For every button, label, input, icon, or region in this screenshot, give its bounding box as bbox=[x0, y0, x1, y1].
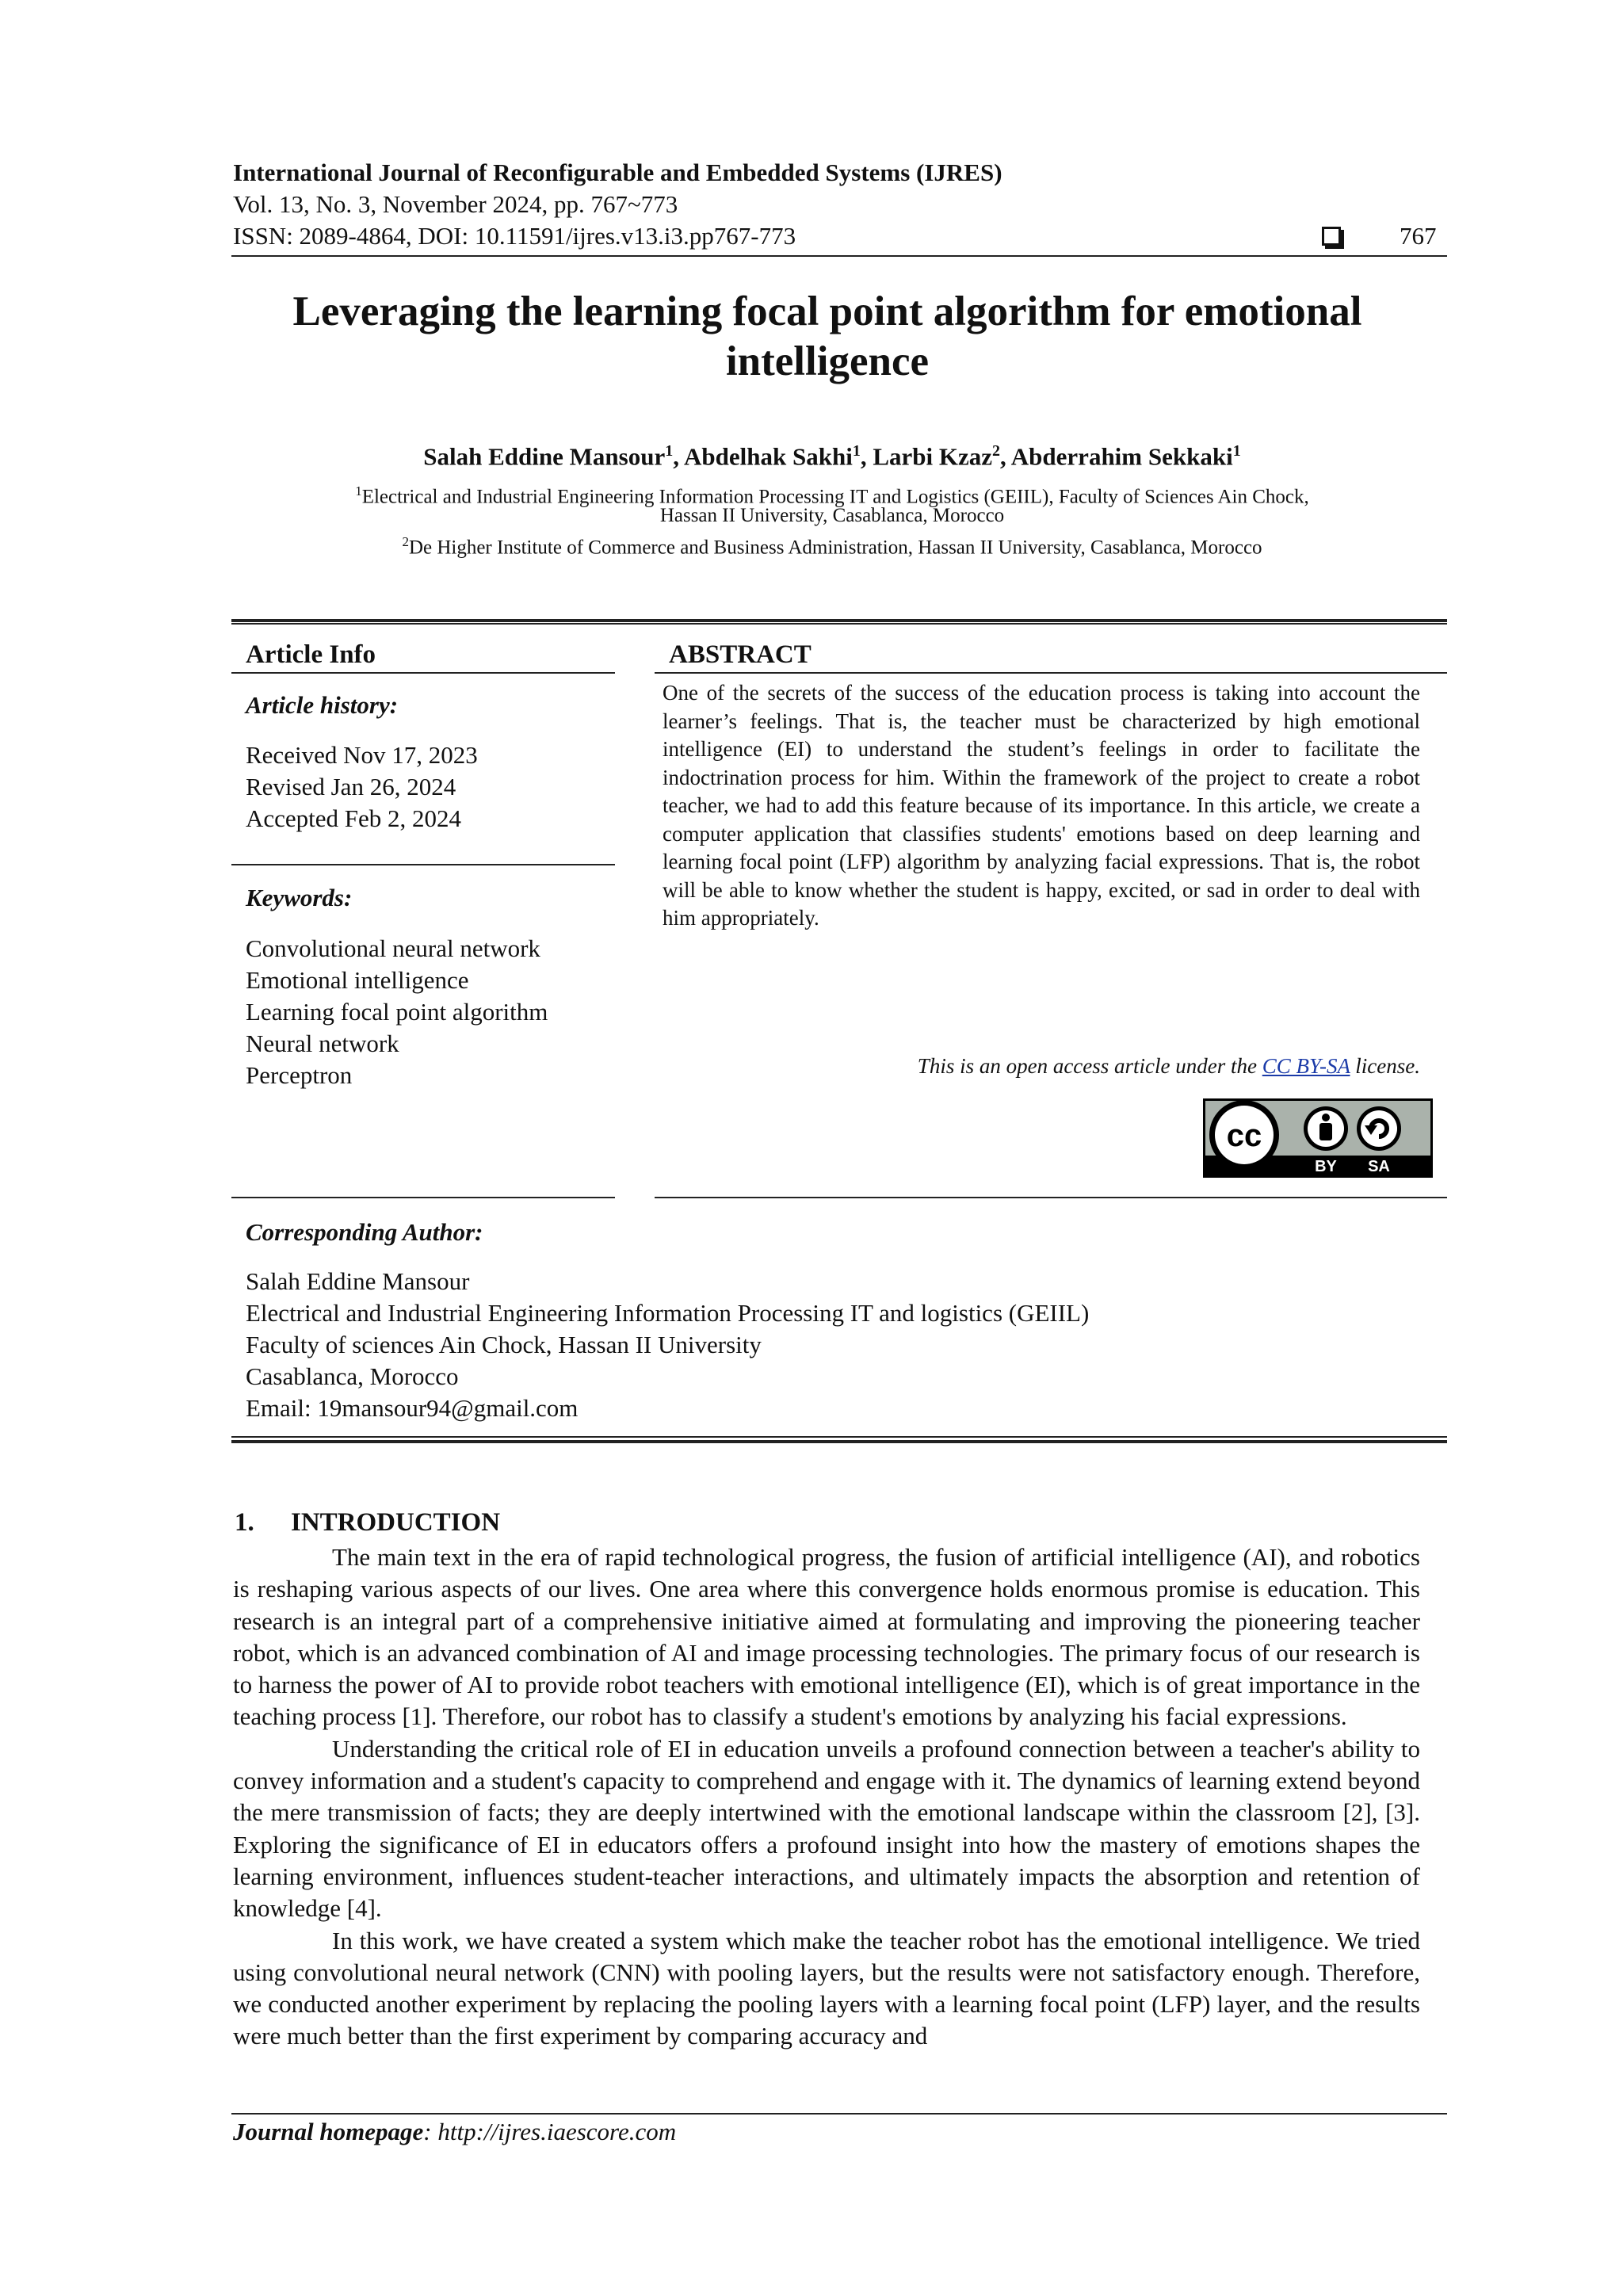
footer-rule bbox=[231, 2113, 1447, 2115]
corresponding-heading: Corresponding Author: bbox=[246, 1218, 483, 1246]
cc-by-sa-badge[interactable] bbox=[1203, 1098, 1433, 1178]
corresponding-dept: Electrical and Industrial Engineering Information Processing IT and logistics (GEIIL) bbox=[246, 1299, 1090, 1327]
author-affil-sup: 1 bbox=[665, 442, 674, 460]
cc-by-sa-link[interactable]: CC BY-SA bbox=[1262, 1054, 1350, 1078]
header-rule bbox=[231, 255, 1447, 257]
author-affil-sup: 1 bbox=[852, 442, 861, 460]
affil-sup: 1 bbox=[355, 483, 362, 499]
corresponding-city: Casablanca, Morocco bbox=[246, 1362, 459, 1390]
infobox-bottom-rule bbox=[231, 1436, 1447, 1438]
license-prefix: This is an open access article under the bbox=[917, 1054, 1262, 1078]
keywords-heading: Keywords: bbox=[246, 884, 353, 911]
author-separator: , bbox=[860, 442, 873, 471]
author-affil-sup: 2 bbox=[992, 442, 1000, 460]
article-info-rule bbox=[231, 672, 615, 674]
section-number: 1. bbox=[235, 1508, 254, 1537]
license-note bbox=[663, 1054, 1420, 1079]
accepted-date: Accepted Feb 2, 2024 bbox=[246, 804, 462, 832]
journal-issn: ISSN: 2089-4864, DOI: 10.11591/ijres.v13.i3.pp767-773 bbox=[233, 222, 796, 250]
cc-mark: cc bbox=[1226, 1118, 1262, 1153]
keyword-item: Convolutional neural network bbox=[246, 934, 540, 962]
sa-label: SA bbox=[1368, 1158, 1390, 1175]
corresponding-name: Salah Eddine Mansour bbox=[246, 1267, 470, 1295]
by-label: BY bbox=[1315, 1158, 1337, 1175]
paper-title: Leveraging the learning focal point algorithm for emotional intelligence bbox=[292, 288, 1362, 384]
revised-date: Revised Jan 26, 2024 bbox=[246, 773, 456, 800]
author-affil-sup: 1 bbox=[1232, 442, 1241, 460]
keyword-item: Perceptron bbox=[246, 1061, 353, 1089]
author-separator: , bbox=[1000, 442, 1011, 471]
affil-text: Electrical and Industrial Engineering Information Processing IT and Logistics (GEIIL), Faculty of Sciences Ain Chock, bbox=[361, 486, 1309, 508]
author-name: Salah Eddine Mansour bbox=[423, 442, 666, 471]
homepage-label: Journal homepage bbox=[233, 2118, 424, 2145]
affiliation-2 bbox=[158, 529, 1506, 560]
keyword-item: Learning focal point algorithm bbox=[246, 998, 548, 1026]
journal-homepage bbox=[233, 2118, 676, 2146]
infobox-bottom-rule-2 bbox=[231, 1440, 1447, 1443]
cc-badge-icon bbox=[1203, 1098, 1433, 1178]
corresponding-faculty: Faculty of sciences Ain Chock, Hassan II University bbox=[246, 1331, 762, 1358]
abstract-rule bbox=[655, 672, 1447, 674]
journal-name: International Journal of Reconfigurable and Embedded Systems (IJRES) bbox=[233, 159, 1002, 186]
history-rule bbox=[231, 864, 615, 865]
author-list bbox=[158, 442, 1506, 471]
author-name: Larbi Kzaz bbox=[873, 442, 992, 471]
affil-text: De Higher Institute of Commerce and Business Administration, Hassan II University, Casablanca, Morocco bbox=[408, 537, 1262, 559]
author-name: Abderrahim Sekkaki bbox=[1010, 442, 1233, 471]
article-history-heading: Article history: bbox=[246, 691, 399, 719]
article-info-heading: Article Info bbox=[246, 640, 376, 669]
affiliation-1-line-2: Hassan II University, Casablanca, Morocco bbox=[659, 505, 1005, 526]
infobox-top-rule-2 bbox=[231, 623, 1447, 625]
homepage-url[interactable]: : http://ijres.iaescore.com bbox=[423, 2118, 677, 2145]
page-number: 767 bbox=[1400, 222, 1437, 250]
intro-paragraph: Understanding the critical role of EI in education unveils a profound connection between a teacher's ability to convey information and a student's capacity to comprehend and engage with it. The dynamics of learning extend beyond the mere transmission of facts; they are deeply intertwined with the emotional landscape within the classroom [2], [3]. Exploring the significance of EI in educators offers a profound insight into how the mastery of emotions shapes the learning environment, influences student-teacher interactions, and ultimately impacts the absorption and retention of knowledge [4]. bbox=[233, 1734, 1420, 1923]
introduction-body bbox=[233, 1541, 1420, 2053]
infobox-top-rule bbox=[231, 619, 1447, 622]
corresponding-email[interactable]: Email: 19mansour94@gmail.com bbox=[246, 1394, 579, 1422]
keyword-item: Emotional intelligence bbox=[246, 966, 469, 994]
author-name: Abdelhak Sakhi bbox=[684, 442, 853, 471]
keyword-item: Neural network bbox=[246, 1030, 399, 1057]
affil-sup: 2 bbox=[402, 534, 409, 549]
journal-volume: Vol. 13, No. 3, November 2024, pp. 767~773 bbox=[233, 190, 678, 218]
license-suffix: license. bbox=[1350, 1054, 1420, 1078]
box-bullet-icon bbox=[1322, 227, 1341, 246]
intro-paragraph: The main text in the era of rapid technological progress, the fusion of artificial intelligence (AI), and robotics is reshaping various aspects of our lives. One area where this convergence holds enormous promise is education. This research is an integral part of a comprehensive initiative aimed at formulating and improving the pioneering teacher robot, which is an advanced combination of AI and image processing technologies. The primary focus of our research is to harness the power of AI to provide robot teachers with emotional intelligence (EI), which is of great importance in the teaching process [1]. Therefore, our robot has to classify a student's emotions by analyzing his facial expressions. bbox=[233, 1543, 1420, 1731]
intro-paragraph: In this work, we have created a system which make the teacher robot has the emotional intelligence. We tried using convolutional neural network (CNN) with pooling layers, but the results were not satisfactory enough. Therefore, we conducted another experiment by replacing the pooling layers with a learning focal point (LFP) layer, and the results were much better than the first experiment by comparing accuracy and bbox=[233, 1926, 1420, 2050]
abstract-heading: ABSTRACT bbox=[669, 640, 812, 669]
author-separator: , bbox=[673, 442, 685, 471]
abstract-text: One of the secrets of the success of the education process is taking into account the learner’s feelings. That is, the teacher must be characterized by high emotional intelligence (EI) to understand the student’s feelings in order to facilitate the indoctrination process for him. Within the framework of the project to create a robot teacher, we had to add this feature because of its importance. In this article, we create a computer application that classifies students' emotions based on deep learning and learning focal point (LFP) algorithm by analyzing facial expressions. That is, the robot will be able to know whether the student is happy, excited, or sad in order to deal with him appropriately. bbox=[663, 681, 1420, 930]
keywords-rule bbox=[231, 1197, 615, 1198]
abstract-bottom-rule bbox=[655, 1197, 1447, 1198]
section-heading: INTRODUCTION bbox=[291, 1508, 501, 1537]
received-date: Received Nov 17, 2023 bbox=[246, 741, 478, 769]
